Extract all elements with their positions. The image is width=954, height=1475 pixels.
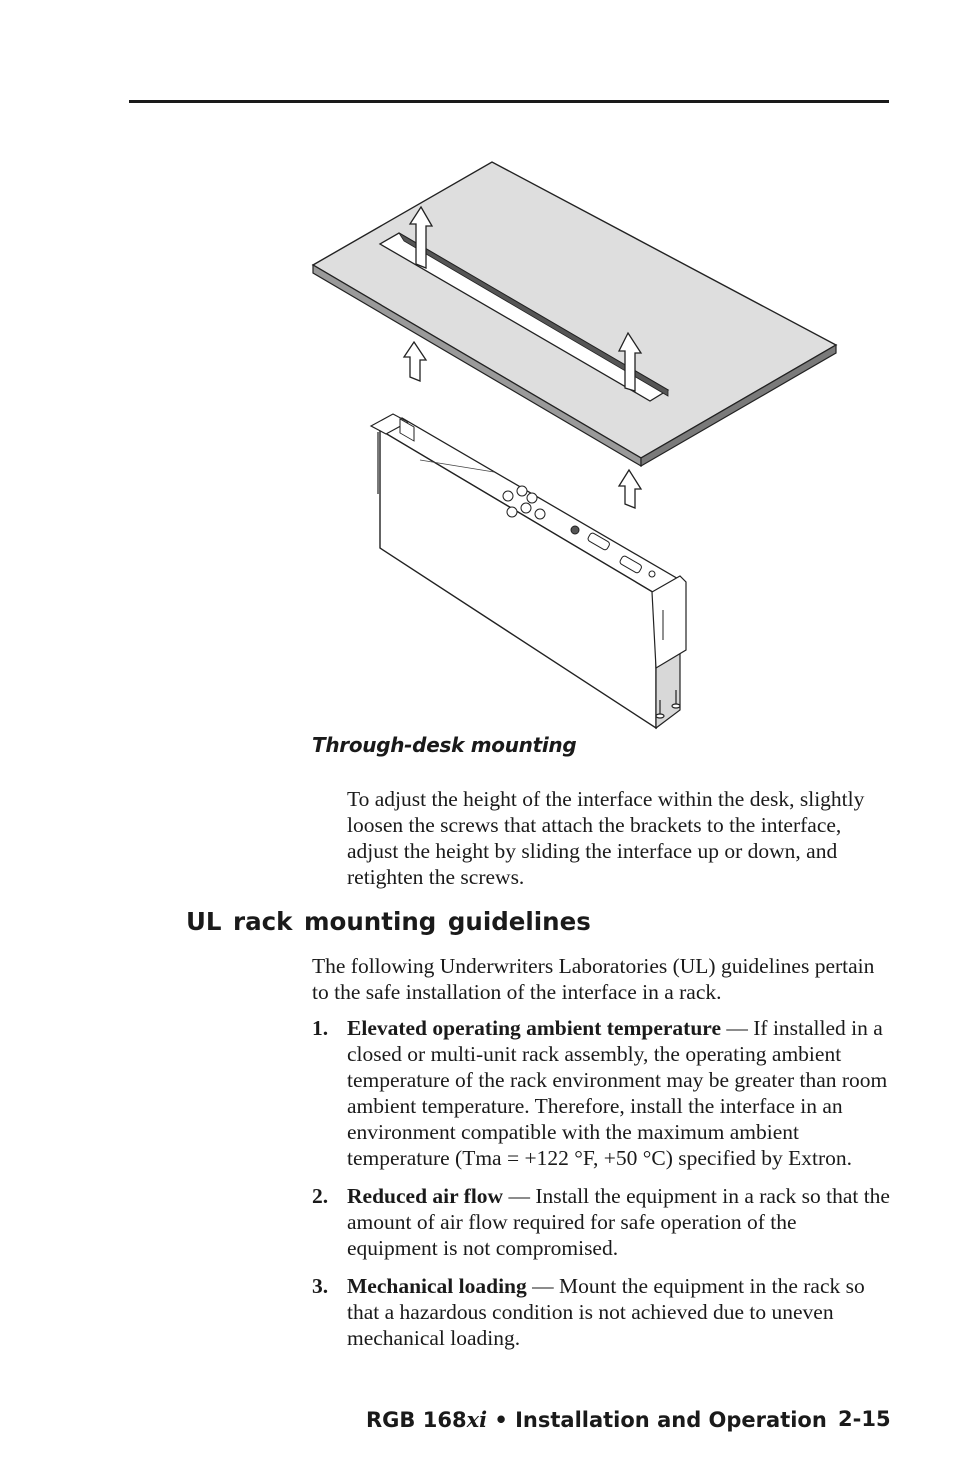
header-rule — [129, 100, 889, 103]
footer-model-prefix: RGB 168 — [366, 1408, 467, 1432]
list-item-text: — If installed in a closed or multi-unit rack assembly, the operating ambient temperature of the rack environment may be greater than room ambient temperature. Therefore, install the interface in an environment compatible with the maximum ambient temperature (Tma = +122 °F, +50 °C) specified by Extron. — [347, 1016, 888, 1170]
list-item — [312, 1015, 892, 1171]
figure-caption: Through-desk mounting — [312, 733, 577, 757]
list-item-term: Elevated operating ambient temperature — [347, 1016, 721, 1040]
list-item — [312, 1273, 892, 1351]
page-number: 2-15 — [838, 1407, 891, 1431]
ul-intro-paragraph: The following Underwriters Laboratories (UL) guidelines pertain to the safe installation of the interface in a rack. — [312, 954, 875, 1004]
list-item-text: — Install the equipment in a rack so that the amount of air flow required for safe operation of the equipment is not compromised. — [347, 1184, 890, 1260]
ul-guidelines-list — [312, 1015, 892, 1363]
list-item-term: Mechanical loading — [347, 1274, 527, 1298]
list-item-text: — Mount the equipment in the rack so that a hazardous condition is not achieved due to uneven mechanical loading. — [347, 1274, 865, 1350]
page-footer — [366, 1407, 891, 1432]
section-heading: UL rack mounting guidelines — [186, 907, 591, 936]
list-item-number: 2. — [312, 1184, 329, 1208]
footer-model-suffix: xi — [466, 1407, 488, 1432]
list-item-term: Reduced air flow — [347, 1184, 504, 1208]
list-item-number: 3. — [312, 1274, 329, 1298]
height-adjustment-paragraph: To adjust the height of the interface within the desk, slightly loosen the screws that attach the brackets to the interface, adjust the height by sliding the interface up or down, and retighten the screws. — [347, 787, 865, 889]
list-item-number: 1. — [312, 1016, 329, 1040]
footer-title: • Installation and Operation — [487, 1408, 827, 1432]
list-item — [312, 1183, 892, 1261]
through-desk-mounting-illustration — [300, 150, 860, 730]
